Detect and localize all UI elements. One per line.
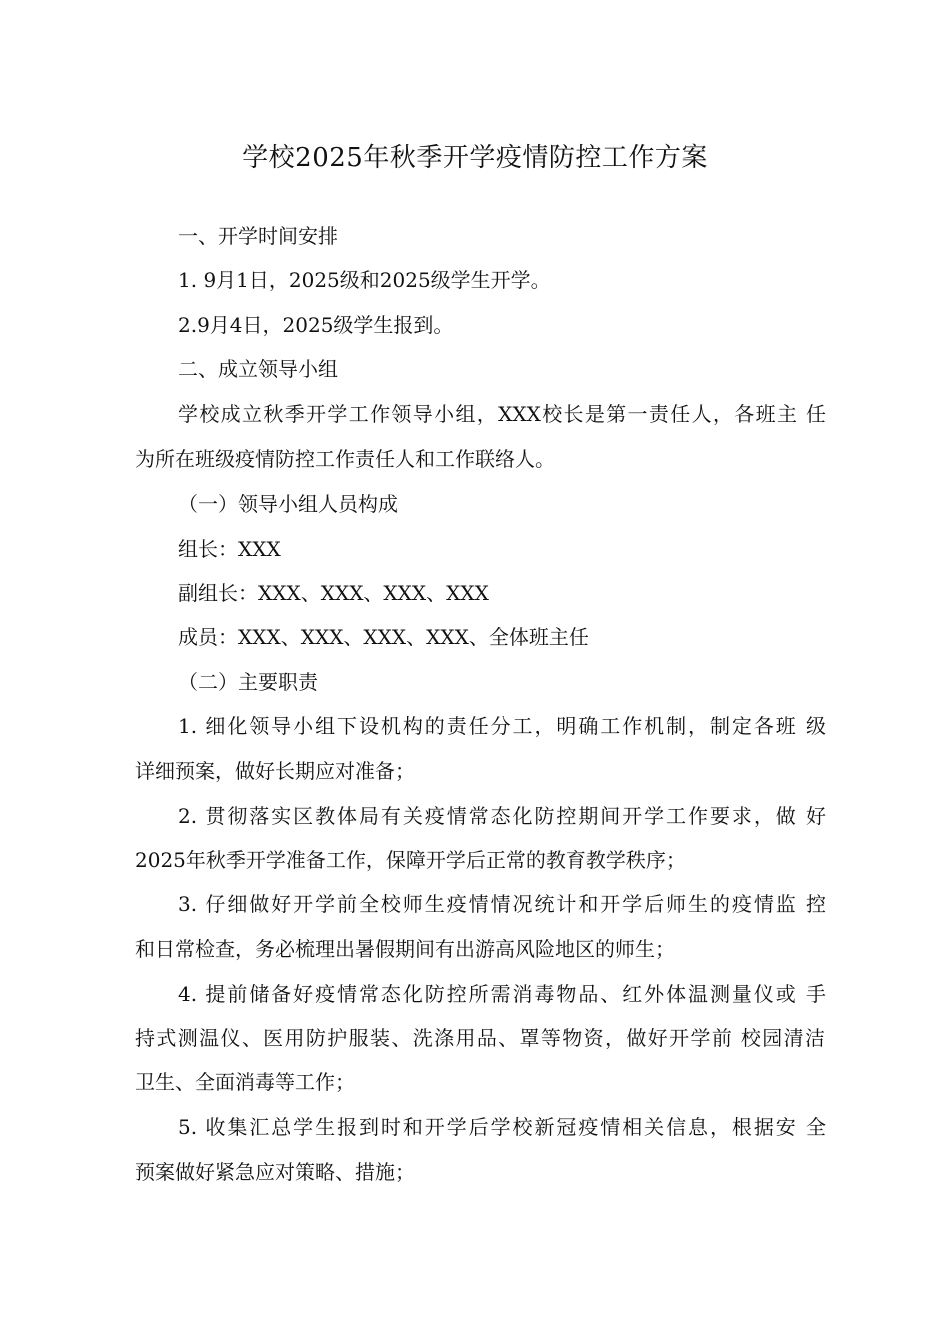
paragraph-line: 学校成立秋季开学工作领导小组，XXX校长是第一责任人，各班主 任: [178, 402, 826, 426]
paragraph-line: 为所在班级疫情防控工作责任人和工作联络人。: [135, 447, 555, 471]
duty-item-5-continued: 预案做好紧急应对策略、措施；: [135, 1160, 415, 1184]
schedule-item-1: 1. 9月1日，2025级和2025级学生开学。: [178, 268, 551, 292]
deputy-leader-line: 副组长：XXX、XXX、XXX、XXX: [178, 581, 489, 605]
subsection-heading-duties: （二）主要职责: [178, 670, 318, 694]
duty-item-5: 5. 收集汇总学生报到时和开学后学校新冠疫情相关信息，根据安 全: [178, 1115, 826, 1139]
duty-item-1-continued: 详细预案，做好长期应对准备；: [135, 759, 415, 783]
duty-item-2-continued: 2025年秋季开学准备工作，保障开学后正常的教育教学秩序；: [135, 848, 686, 872]
duty-item-1: 1. 细化领导小组下设机构的责任分工，明确工作机制，制定各班 级: [178, 714, 826, 738]
duty-item-3: 3. 仔细做好开学前全校师生疫情情况统计和开学后师生的疫情监 控: [178, 892, 826, 916]
duty-item-4-continued: 持式测温仪、医用防护服装、洗涤用品、罩等物资，做好开学前 校园清洁: [135, 1026, 825, 1050]
section-heading-leadership: 二、成立领导小组: [178, 357, 338, 381]
leader-line: 组长：XXX: [178, 537, 281, 561]
schedule-item-2: 2.9月4日，2025级学生报到。: [178, 313, 454, 337]
members-line: 成员：XXX、XXX、XXX、XXX、全体班主任: [178, 625, 589, 649]
duty-item-2: 2. 贯彻落实区教体局有关疫情常态化防控期间开学工作要求，做 好: [178, 804, 826, 828]
subsection-heading-members: （一）领导小组人员构成: [178, 492, 398, 516]
section-heading-schedule: 一、开学时间安排: [178, 224, 338, 248]
duty-item-4: 4. 提前储备好疫情常态化防控所需消毒物品、红外体温测量仪或 手: [178, 982, 826, 1006]
duty-item-3-continued: 和日常检查，务必梳理出暑假期间有出游高风险地区的师生；: [135, 937, 675, 961]
duty-item-4-continued-2: 卫生、全面消毒等工作；: [135, 1070, 355, 1094]
document-title: 学校2025年秋季开学疫情防控工作方案: [242, 143, 708, 173]
